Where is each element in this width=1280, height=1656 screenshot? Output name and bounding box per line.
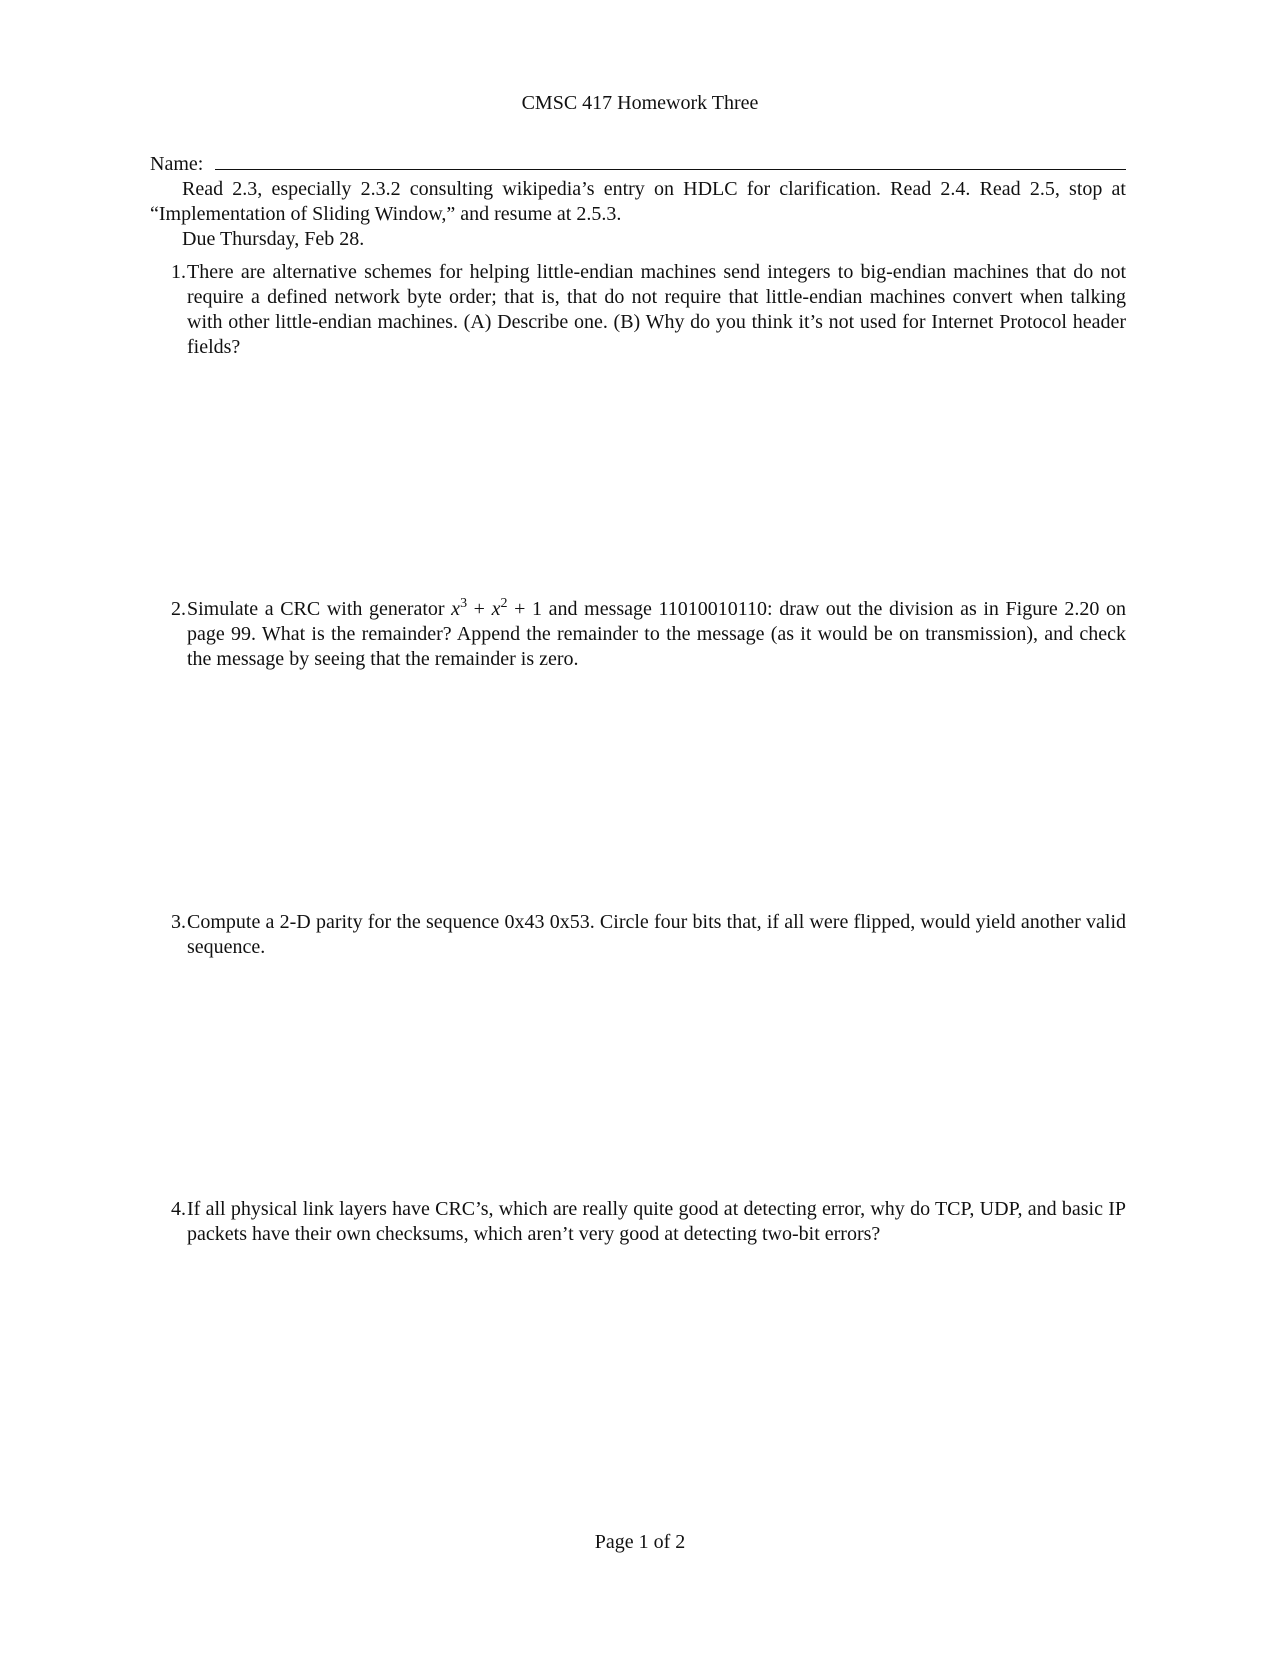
math-exponent: 3 [460, 596, 468, 611]
question-text: If all physical link layers have CRC’s, which are really quite good at detecting error, why do TCP, UDP, and basic IP packets have their own checksums, which aren’t very good at detecting two-bit errors? [187, 1198, 1126, 1245]
question-4 [150, 1197, 1126, 1247]
question-text [187, 597, 1126, 672]
due-date: Due Thursday, Feb 28. [182, 228, 365, 250]
reading-assignment [150, 177, 1126, 227]
question-2 [150, 597, 1126, 672]
question-text-after: and message 11010010110: draw out the division as in Figure 2.20 on page 99. What is the remainder? Append the remainder to the message (as it would be on transmission), and check the message by seeing that the remainder is zero. [187, 598, 1127, 670]
question-number: 1. [171, 261, 186, 283]
question-text-before: Simulate a CRC with generator [187, 598, 452, 620]
math-operator: + [467, 598, 492, 620]
question-text: Compute a 2-D parity for the sequence 0x43 0x53. Circle four bits that, if all were flipped, would yield another valid sequence. [187, 911, 1126, 958]
question-number: 4. [171, 1198, 186, 1220]
question-number: 2. [171, 598, 186, 620]
page-title: CMSC 417 Homework Three [521, 92, 759, 114]
name-label: Name: [150, 153, 204, 175]
reading-text: Read 2.3, especially 2.3.2 consulting wikipedia’s entry on HDLC for clarification. Read 2.4. Read 2.5, stop at “Implementation of Sliding Window,” and resume at 2.5.3. [150, 178, 1126, 225]
math-exponent: 2 [500, 596, 508, 611]
math-var: x [451, 598, 461, 620]
name-field [150, 152, 1126, 177]
math-operator: + 1 [507, 598, 543, 620]
question-1 [150, 260, 1126, 360]
name-underline [215, 169, 1126, 170]
page-number: Page 1 of 2 [594, 1531, 686, 1553]
question-number: 3. [171, 911, 186, 933]
question-text: There are alternative schemes for helping little-endian machines send integers to big-endian machines that do not require a defined network byte order; that is, that do not require that little-endian machines convert when talking with other little-endian machines. (A) Describe one. (B) Why do you think it’s not used for Internet Protocol header fields? [187, 261, 1126, 358]
question-3 [150, 910, 1126, 960]
math-var: x [491, 598, 501, 620]
generator-polynomial [451, 598, 542, 620]
